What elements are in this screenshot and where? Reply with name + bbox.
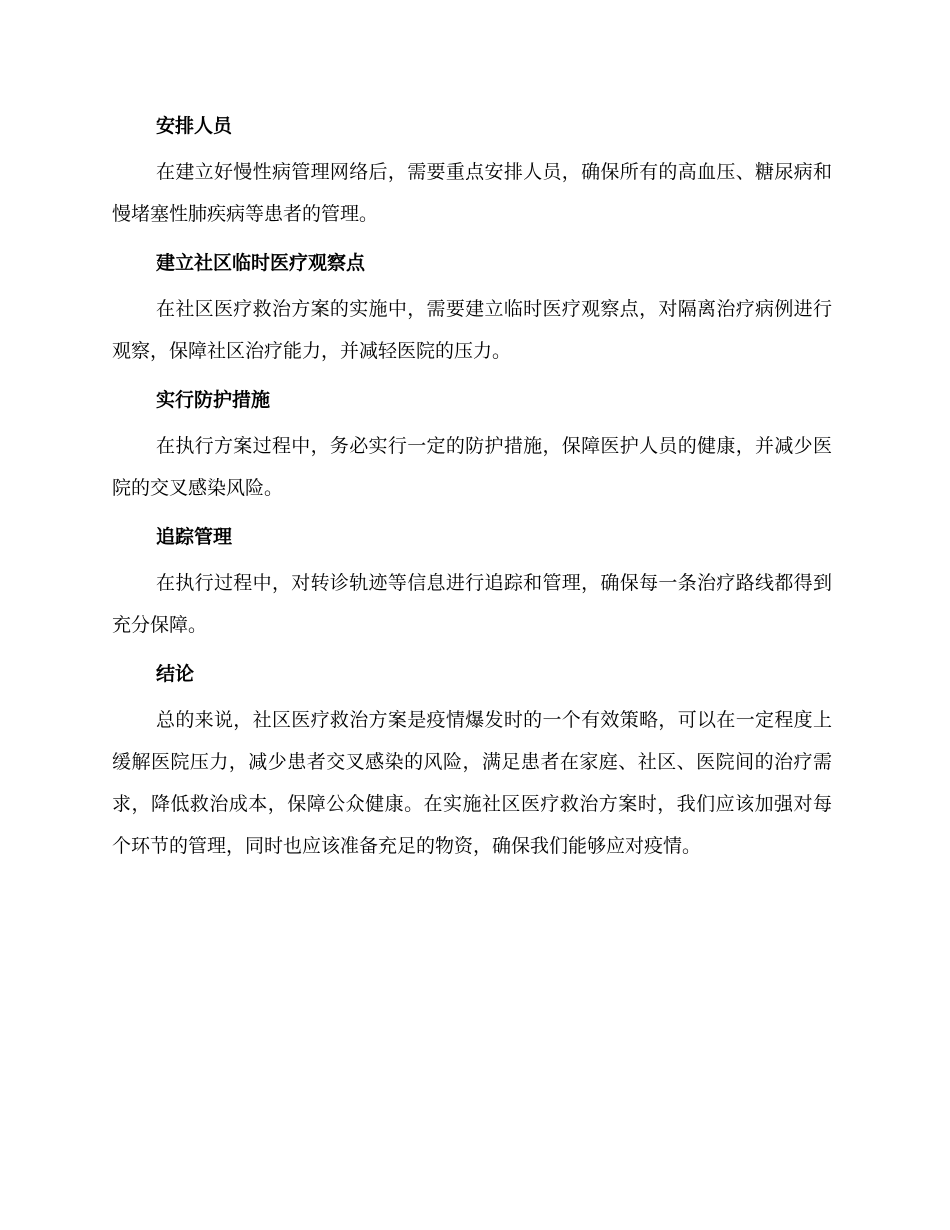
section-observation-point [112, 245, 832, 372]
section-arrange-staff [112, 108, 832, 235]
section-heading: 实行防护措施 [156, 389, 271, 411]
section-heading: 追踪管理 [156, 526, 233, 548]
document-page [112, 108, 832, 877]
section-protective-measures [112, 382, 832, 509]
section-heading: 安排人员 [156, 115, 233, 137]
section-heading: 结论 [156, 663, 195, 685]
section-paragraph: 在执行方案过程中，务必实行一定的防护措施，保障医护人员的健康，并减少医院的交叉感染风险。 [112, 435, 832, 499]
section-paragraph: 在执行过程中，对转诊轨迹等信息进行追踪和管理，确保每一条治疗路线都得到充分保障。 [112, 572, 832, 636]
section-paragraph: 在社区医疗救治方案的实施中，需要建立临时医疗观察点，对隔离治疗病例进行观察，保障社区治疗能力，并减轻医院的压力。 [112, 298, 832, 362]
section-conclusion [112, 656, 832, 867]
section-paragraph: 在建立好慢性病管理网络后，需要重点安排人员，确保所有的高血压、糖尿病和慢堵塞性肺疾病等患者的管理。 [112, 161, 832, 225]
section-paragraph: 总的来说，社区医疗救治方案是疫情爆发时的一个有效策略，可以在一定程度上缓解医院压力，减少患者交叉感染的风险，满足患者在家庭、社区、医院间的治疗需求，降低救治成本，保障公众健康。在实施社区医疗救治方案时，我们应该加强对每个环节的管理，同时也应该准备充足的物资，确保我们能够应对疫情。 [112, 709, 832, 857]
section-heading: 建立社区临时医疗观察点 [156, 252, 366, 274]
section-tracking-management [112, 519, 832, 646]
